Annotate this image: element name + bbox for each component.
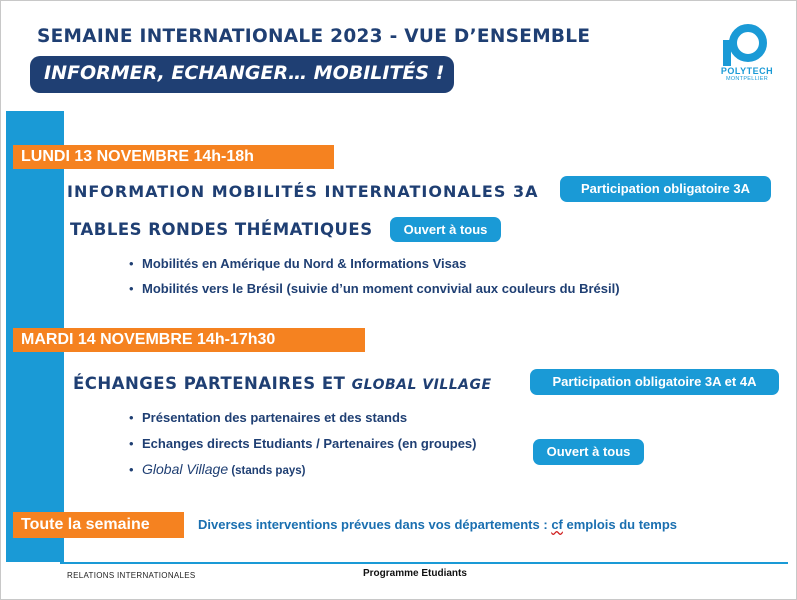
logo-ring-shape: [729, 24, 767, 62]
list-item-text: Echanges directs Etudiants / Partenaires (en groupes): [142, 436, 477, 451]
list-item: • Présentation des partenaires et des stands: [129, 410, 408, 425]
list-item-text: Mobilités en Amérique du Nord & Informations Visas: [142, 256, 467, 271]
week-label: Toute la semaine: [13, 512, 184, 538]
session-echanges-title-main: ÉCHANGES PARTENAIRES ET: [73, 374, 352, 393]
footer-program: Programme Etudiants: [363, 568, 467, 579]
badge-ouvert-a-tous-2: Ouvert à tous: [533, 439, 644, 465]
badge-obligatoire-3a: Participation obligatoire 3A: [560, 176, 771, 202]
session-echanges-title-italic: GLOBAL VILLAGE: [351, 377, 492, 393]
week-description-start: Diverses interventions prévues dans vos départements :: [198, 517, 552, 532]
day2-label: MARDI 14 NOVEMBRE 14h-17h30: [13, 328, 365, 352]
list-item: • Echanges directs Etudiants / Partenaires (en groupes): [129, 436, 477, 451]
badge-obligatoire-3a-4a: Participation obligatoire 3A et 4A: [530, 369, 779, 395]
list-item-text: Mobilités vers le Brésil (suivie d’un moment convivial aux couleurs du Brésil): [142, 281, 620, 296]
session-info-mobilites-title: INFORMATION MOBILITÉS INTERNATIONALES 3A: [67, 182, 539, 201]
logo-city: MONTPELLIER: [725, 76, 769, 82]
list-item-text-small: (stands pays): [228, 465, 306, 477]
session-tables-rondes-title: TABLES RONDES THÉMATIQUES: [70, 220, 373, 239]
day1-label: LUNDI 13 NOVEMBRE 14h-18h: [13, 145, 334, 169]
list-item: • Global Village (stands pays): [129, 461, 306, 477]
subtitle-banner-text: INFORMER, ECHANGER… MOBILITÉS !: [44, 62, 445, 84]
list-item: • Mobilités en Amérique du Nord & Informations Visas: [129, 256, 467, 271]
list-item: • Mobilités vers le Brésil (suivie d’un moment convivial aux couleurs du Brésil): [129, 281, 620, 296]
polytech-logo: [714, 20, 780, 90]
list-item-text: Présentation des partenaires et des stands: [142, 410, 408, 425]
logo-name: POLYTECH: [720, 66, 774, 76]
week-description: [198, 517, 677, 532]
week-description-cf: cf: [551, 517, 563, 532]
list-item-text-italic: Global Village: [142, 461, 229, 477]
logo-bar-shape: [723, 40, 731, 66]
week-description-end: emplois du temps: [562, 517, 678, 532]
page-title: SEMAINE INTERNATIONALE 2023 - VUE D’ENSEMBLE: [37, 26, 591, 47]
session-echanges-title: [73, 374, 492, 393]
bottom-divider: [60, 562, 788, 564]
badge-ouvert-a-tous-1: Ouvert à tous: [390, 217, 501, 242]
footer-department: RELATIONS INTERNATIONALES: [67, 571, 196, 580]
